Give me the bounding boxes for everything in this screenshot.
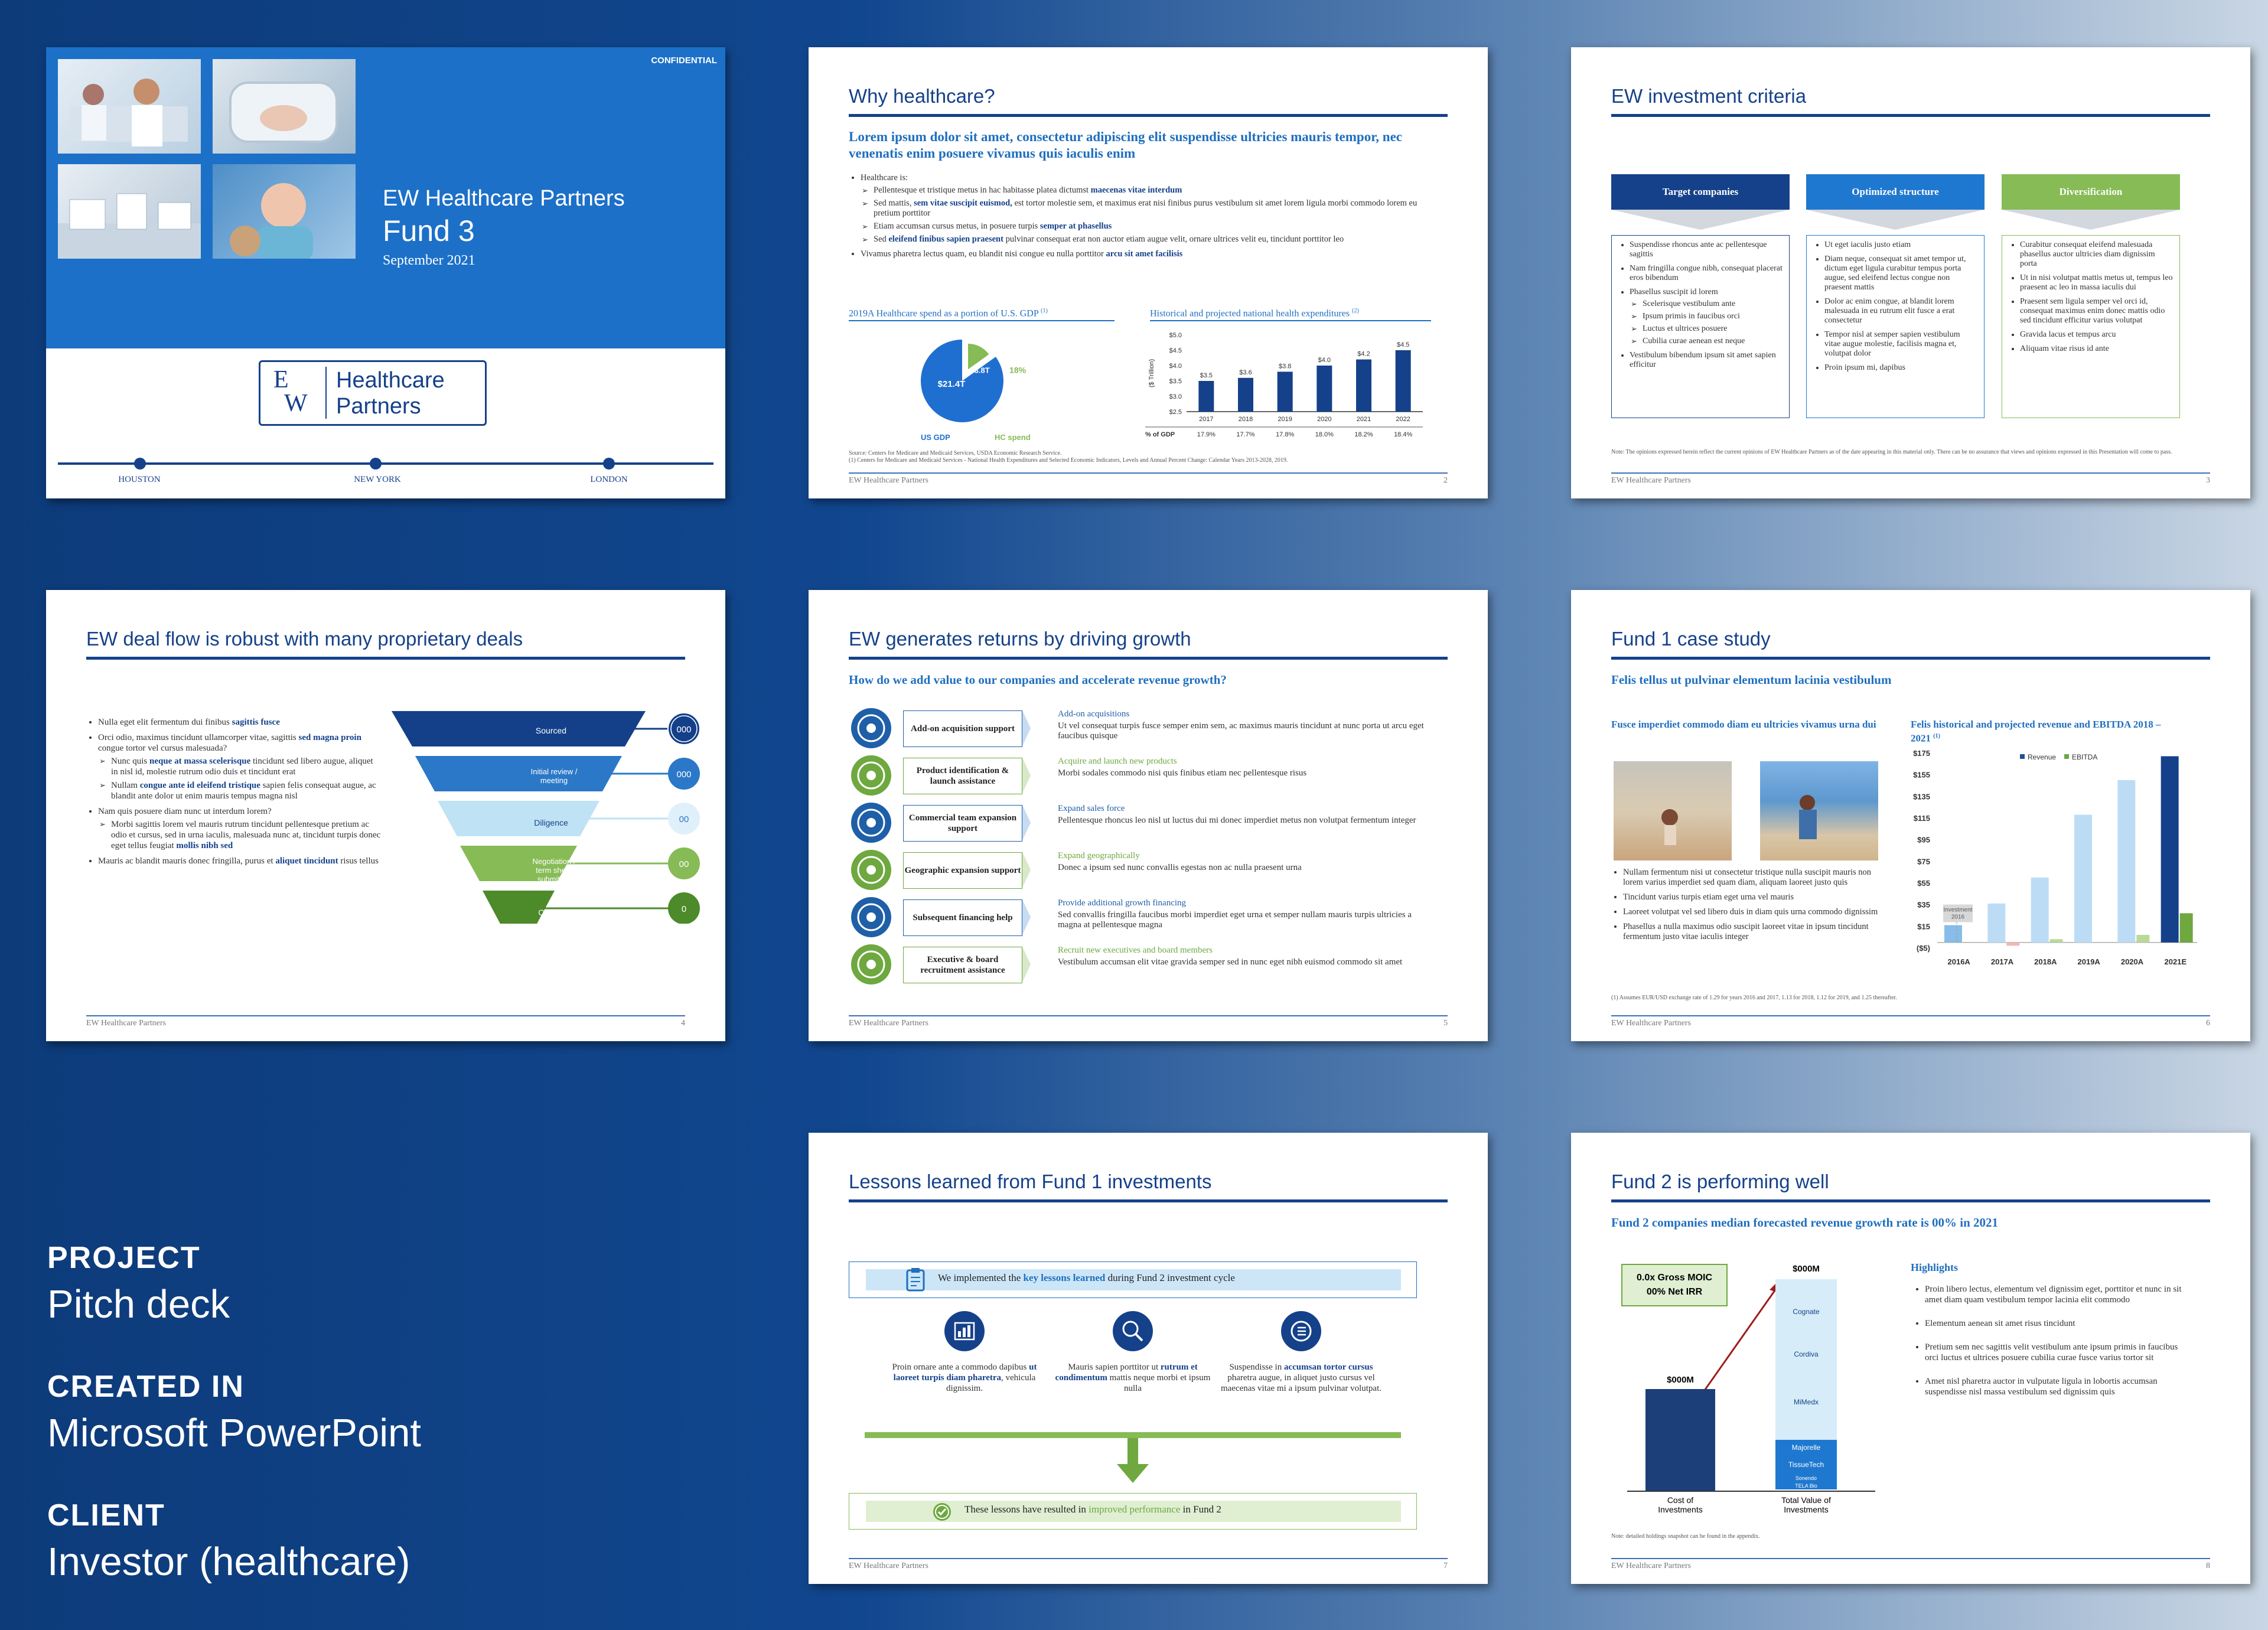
lesson-text: Proin ornare ante a commodo dapibus ut laoreet turpis diam pharetra, vehicula dignissim. — [892, 1362, 1037, 1393]
slide-title: Fund 1 case study — [1611, 628, 1771, 650]
x-tick-label: 2019 — [1278, 416, 1292, 423]
page-number: 8 — [2206, 1561, 2210, 1570]
nhe-bar-chart — [1145, 322, 1435, 446]
beach-photo-2 — [1760, 761, 1878, 860]
city-label: NEW YORK — [354, 475, 401, 484]
left-heading: Fusce imperdiet commodo diam eu ultricies vivamus urna dui — [1611, 719, 1876, 730]
footer-left: EW Healthcare Partners — [849, 1561, 929, 1570]
ebitda-bar — [2136, 935, 2149, 943]
deal-funnel — [386, 711, 705, 924]
y-tick-label: $55 — [1917, 879, 1930, 888]
lab-photo-2 — [213, 59, 356, 154]
funnel-label: Closed — [538, 908, 564, 917]
logo-mark-e: E — [273, 366, 289, 393]
highlights-title: Highlights — [1911, 1261, 1959, 1273]
funnel-value: 0 — [681, 904, 687, 914]
beach-photo-1 — [1614, 761, 1732, 860]
x-tick-label: 2016A — [1947, 957, 1970, 966]
slide-case-study[interactable] — [1571, 590, 2250, 1041]
case-bullets: • Nullam fermentum nisi ut consectetur tristique nulla suscipit mauris non lorem varius imperdiet sed quam diam, aliquam laoreet justo quis • Tincidunt varius turpis etiam eget urna vel mauris • Laoreet volutpat vel sed libero duis in diam quis urna commodo dignissim • Phasellus a nulla maximus odio suscipit laoreet vitae in ipsum tincidunt fermentum justo vitae iaculis integer — [1611, 868, 1889, 947]
chevron-right-icon — [1022, 803, 1040, 843]
pie-value-label: $21.4T — [937, 379, 966, 389]
stack-segment: Majorelle — [1775, 1440, 1837, 1456]
footer-left: EW Healthcare Partners — [849, 1019, 929, 1028]
funnel-stage — [483, 891, 555, 924]
legend-swatch — [2064, 754, 2069, 759]
slide-fund2[interactable] — [1571, 1133, 2250, 1584]
funnel-value: 00 — [679, 814, 689, 824]
growth-lever-text: Ut vel consequat turpis fusce semper enim sem, ac maximus mauris tincidunt at nunc porta ut arcu eget faucibus quisque — [1058, 721, 1424, 741]
chevron-right-icon — [1022, 850, 1040, 890]
slide-title: Fund 2 is performing well — [1611, 1171, 1829, 1192]
gdp-pct-label: 17.8% — [1276, 431, 1295, 438]
nhe-bar — [1356, 360, 1371, 412]
funnel-label: Initial review / meeting — [530, 767, 578, 785]
growth-lever-heading: Acquire and launch new products — [1058, 757, 1177, 766]
growth-lever-box: Executive & board recruitment assistance — [903, 947, 1022, 983]
y-tick-label: $155 — [1913, 770, 1930, 780]
sub-bullet: ➢ Morbi sagittis lorem vel mauris rutrum tincidunt pellentesque pretium ac odio et cursus, sed in urna iaculis, malesuada nunc at, tincidunt turpis donec eget tellus feugiat mollis nibh sed — [111, 819, 382, 851]
growth-lever-heading: Expand sales force — [1058, 804, 1125, 813]
legend-swatch — [2020, 754, 2025, 759]
slide-investment-criteria[interactable] — [1571, 47, 2250, 498]
criteria-header: Target companies — [1611, 174, 1790, 210]
page-number: 6 — [2206, 1019, 2210, 1028]
result-banner — [849, 1493, 1417, 1530]
note: Note: detailed holdings snapshot can be found in the appendix. — [1611, 1533, 1760, 1540]
funnel-stage — [415, 756, 622, 791]
bullet: • Nam quis posuere diam nunc ut interdum lorem? ➢ Morbi sagittis lorem vel mauris rutrum tincidunt pellentesque pretium ac odio et cursus, sed in urna iaculis, malesuada nunc at, tincidunt turpis donec eget tellus feugiat mollis nibh sed — [98, 806, 382, 851]
cost-bar — [1645, 1389, 1715, 1491]
project-value: Pitch deck — [47, 1282, 230, 1326]
ebitda-bar — [2006, 943, 2019, 946]
page-number: 3 — [2206, 476, 2210, 485]
x-tick-label: 2021E — [2164, 957, 2187, 966]
slide-subtitle: Felis tellus ut pulvinar elementum lacinia vestibulum — [1611, 673, 1892, 687]
footer-left: EW Healthcare Partners — [849, 476, 929, 485]
slide-title: Why healthcare? — [849, 85, 995, 107]
stack-segment: MiMedx — [1775, 1364, 1837, 1440]
funnel-label: Negotiation / term sheet submitted — [532, 857, 576, 884]
page-number: 4 — [681, 1019, 685, 1028]
money-icon — [851, 897, 891, 937]
growth-lever-box: Add-on acquisition support — [903, 710, 1022, 747]
y-tick-label: $4.5 — [1169, 347, 1182, 354]
clipboard-icon — [904, 1267, 927, 1293]
chevron-right-icon — [1022, 755, 1040, 796]
client-value: Investor (healthcare) — [47, 1540, 410, 1584]
slide-subtitle: How do we add value to our companies and accelerate revenue growth? — [849, 673, 1227, 687]
stack-segment: TELA Bio — [1775, 1482, 1837, 1490]
stack-segment: TissueTech — [1775, 1455, 1837, 1475]
page-number: 2 — [1443, 476, 1448, 485]
revenue-bar — [1987, 904, 2005, 943]
city-dot — [603, 458, 615, 470]
moic-box: 0.0x Gross MOIC 00% Net IRR — [1621, 1264, 1728, 1306]
bar-title: Historical and projected national health expenditures $^{(2)}$ — [1150, 308, 1431, 321]
funnel-value: 000 — [676, 770, 692, 780]
funnel-label: Diligence — [534, 818, 568, 827]
bar-value-label: $4.2 — [1357, 350, 1370, 358]
city-dot — [370, 458, 382, 470]
y-tick-label: $3.5 — [1169, 378, 1182, 385]
project-label: PROJECT — [47, 1241, 201, 1275]
growth-lever-text: Vestibulum accumsan elit vitae gravida semper sed in nunc eget nibh euismod commodo sit amet — [1058, 957, 1403, 967]
footer-left: EW Healthcare Partners — [86, 1019, 167, 1028]
revenue-bar — [2074, 815, 2092, 943]
lesson-text: Mauris sapien porttitor ut rutrum et condimentum mattis neque morbi et ipsum nulla — [1055, 1362, 1211, 1393]
revenue-bar — [2117, 780, 2135, 943]
pie-chart — [897, 325, 1051, 449]
ebitda-bar — [2050, 939, 2063, 943]
city-label: LONDON — [590, 475, 628, 484]
sub-bullet: ➢ Nullam congue ante id eleifend tristique sapien felis consequat augue, ac blandit ante dolor ut enim mauris tempus magna nisl — [111, 780, 382, 801]
growth-lever-heading: Expand geographically — [1058, 851, 1140, 860]
criteria-col-1: • Suspendisse rhoncus ante ac pellentesque sagittis • Nam fringilla congue nibh, consequat placerat eros bibendum • Phasellus suscipit id lorem ➢ Scelerisque vestibulum ante ➢ Ipsum primis in faucibus orci ➢ Luctus et ultrices posuere ➢ Cubilia curae aenean est neque • Vestibulum bibendum ipsum sit amet sapien efficitur — [1611, 235, 1790, 418]
funnel-value: 000 — [676, 725, 692, 735]
x-tick-label: 2020 — [1317, 416, 1332, 423]
pie-legend-label: US GDP — [921, 433, 950, 442]
growth-lever-heading: Provide additional growth financing — [1058, 898, 1187, 908]
nhe-bar — [1396, 350, 1411, 412]
growth-lever-box: Commercial team expansion support — [903, 805, 1022, 842]
chevron-right-icon — [1022, 944, 1040, 984]
y-tick-label: $115 — [1913, 814, 1930, 823]
confidential-label: CONFIDENTIAL — [651, 56, 717, 66]
slide-cover[interactable] — [46, 47, 725, 498]
y-tick-label: $175 — [1913, 749, 1930, 758]
slide-driving-growth[interactable] — [809, 590, 1488, 1041]
growth-lever-text: Morbi sodales commodo nisi quis finibus etiam nec pellentesque risus — [1058, 768, 1307, 778]
slide-title: EW generates returns by driving growth — [849, 628, 1191, 650]
lesson-text: Suspendisse in accumsan tortor cursus pharetra augue, in aliquet justo cursus vel maecenas vitae mi a ipsum pulvinar volutpat. — [1220, 1362, 1381, 1393]
nhe-bar — [1278, 371, 1293, 412]
y-tick-label: $2.5 — [1169, 409, 1182, 416]
chevron-right-icon — [1022, 708, 1040, 748]
gdp-row-label: % of GDP — [1145, 431, 1175, 438]
pie-legend-label: HC spend — [995, 433, 1031, 442]
lessons-banner — [849, 1261, 1417, 1298]
bar-value-label: $3.6 — [1239, 369, 1252, 376]
gdp-pct-label: 18.0% — [1315, 431, 1334, 438]
created-value: Microsoft PowerPoint — [47, 1411, 421, 1455]
x-tick-label: 2021 — [1356, 416, 1371, 423]
team-icon — [851, 803, 891, 843]
growth-lever-box: Product identification & launch assistance — [903, 758, 1022, 794]
ew-logo — [259, 360, 487, 426]
bar-value-label: $4.5 — [1396, 341, 1410, 348]
bullets — [849, 173, 1433, 264]
funnel-value: 00 — [679, 859, 689, 869]
cover-fund: Fund 3 — [383, 214, 475, 247]
page-number: 5 — [1443, 1019, 1448, 1028]
y-tick-label: $95 — [1917, 835, 1930, 845]
revenue-bar — [2161, 757, 2179, 943]
process-icon — [1281, 1311, 1321, 1351]
x-tick-label: 2022 — [1396, 416, 1410, 423]
highlights-list: • Proin libero lectus, elementum vel dignissim eget, porttitor et nunc in sit amet diam quam vestibulum tempor lacinia elit commodo • Elementum aenean sit amet risus tincidunt • Pretium sem nec sagittis velit vestibulum ante ipsum primis in faucibus orci luctus et ultrices posuere cubilia curae fusce varius tortor sit • Amet nisl pharetra auctor in vulputate ligula in lobortis accumsan suspendisse nisl massa vestibulum sed dignissim quis — [1911, 1284, 2188, 1402]
board-icon — [851, 944, 891, 984]
sub-bullet: ➢ Pellentesque et tristique metus in hac habitasse platea dictumst maecenas vitae interdum — [874, 185, 1433, 195]
down-arrow-icon — [1117, 1438, 1149, 1483]
source-note: Source: Centers for Medicare and Medicaid Services, USDA Economic Research Service. (1) Centers for Medicare and Medicaid Services - National Health Expenditures and Selected Economic Indicators, Levels and Annual Percent Change: Calendar Years 2013-2028, 2019. — [849, 450, 1288, 464]
stack-segment: Sonendo — [1775, 1474, 1837, 1483]
footnote: (1) Assumes EUR/USD exchange rate of 1.29 for years 2016 and 2017, 1.13 for 2018, 1.12 for 2019, and 1.25 thereafter. — [1611, 995, 1897, 1001]
slide-title: EW investment criteria — [1611, 85, 1807, 107]
growth-lever-text: Pellentesque rhoncus leo nisl ut luctus dui mi donec imperdiet metus non volutpat fermentum integer — [1058, 816, 1416, 825]
revenue-ebitda-chart — [1902, 749, 2209, 986]
investment-label: Investment 2016 — [1943, 907, 1973, 921]
bar-chart-icon — [944, 1311, 985, 1351]
city-label: HOUSTON — [118, 475, 161, 484]
bullet-heading: Healthcare is: — [861, 173, 908, 182]
bar-value-label: $3.8 — [1278, 363, 1292, 370]
sub-bullet: ➢ Sed mattis, sem vitae suscipit euismod, est tortor molestie sem, et maximus erat nisi finibus purus vestibulum sit amet lorem ligula morbi commodo lorem eu pretium porttitor — [874, 198, 1433, 219]
sub-bullet: ➢ Etiam accumsan cursus metus, in posuere turpis semper at phasellus — [874, 221, 1433, 232]
stack-segment: Cognate — [1775, 1279, 1837, 1345]
sub-bullet: ➢ Sed eleifend finibus sapien praesent pulvinar consequat erat non auctor etiam augue velit, ornare ultrices velit eu, tincidunt porttitor leo — [874, 234, 1433, 244]
bullet: • Vivamus pharetra lectus quam, eu blandit nisi congue eu nulla porttitor arcu sit amet facilisis — [861, 249, 1433, 259]
y-tick-label: $4.0 — [1169, 363, 1182, 370]
check-circle-icon — [932, 1502, 952, 1522]
y-tick-label: $35 — [1917, 900, 1930, 909]
gdp-pct-label: 18.4% — [1394, 431, 1413, 438]
bullet: • Nulla eget elit fermentum dui finibus sagittis fusce — [98, 717, 382, 728]
footer-left: EW Healthcare Partners — [1611, 1019, 1692, 1028]
products-icon — [851, 755, 891, 796]
logo-line1: Healthcare — [336, 368, 445, 393]
legend-label: EBITDA — [2072, 753, 2098, 761]
pie-title: 2019A Healthcare spend as a portion of U.S. GDP $^{(1)}$ — [849, 308, 1115, 321]
magnifier-icon — [1113, 1311, 1153, 1351]
result-text: These lessons have resulted in improved performance in Fund 2 — [964, 1504, 1221, 1515]
x-tick-label: 2018A — [2034, 957, 2057, 966]
x-tick-label: 2017A — [1990, 957, 2014, 966]
nhe-bar — [1198, 381, 1214, 412]
slide-title: EW deal flow is robust with many proprietary deals — [86, 628, 523, 650]
growth-lever-box: Subsequent financing help — [903, 899, 1022, 936]
slide-lessons[interactable] — [809, 1133, 1488, 1584]
city-dot — [134, 458, 146, 470]
ebitda-bar — [2180, 913, 2193, 943]
pie-value-label: $3.8T — [970, 366, 990, 375]
note: Note: The opinions expressed herein reflect the current opinions of EW Healthcare Partners as of the date appearing in this material only. There can be no assurance that views and opinions expressed in this Presentation will come to pass. — [1611, 449, 2172, 455]
handshake-icon — [851, 708, 891, 748]
legend-label: Revenue — [2028, 753, 2057, 761]
chevrons — [1611, 210, 2180, 233]
growth-lever-heading: Recruit new executives and board members — [1058, 946, 1213, 955]
criteria-col-3: • Curabitur consequat eleifend malesuada phasellus auctor ultricies diam dignissim porta • Ut in nisi volutpat mattis metus ut, tempus leo praesent ac leo in massa iaculis dui • Praesent sem ligula semper vel orci id, consequat maximus enim donec mattis odio sed tincidunt efficitur varius volutpat • Gravida lacus et tempus arcu • Aliquam vitae risus id ante — [2002, 235, 2180, 418]
pie-pct-label: 18% — [1009, 365, 1027, 375]
gdp-pct-label: 17.7% — [1236, 431, 1255, 438]
cover-date: September 2021 — [383, 253, 475, 268]
cover-title: EW Healthcare Partners — [383, 186, 625, 211]
revenue-bar — [2031, 878, 2049, 943]
growth-lever-heading: Add-on acquisitions — [1058, 709, 1130, 719]
criteria-header: Diversification — [2002, 174, 2180, 210]
slide-title: Lessons learned from Fund 1 investments — [849, 1171, 1212, 1192]
created-label: CREATED IN — [47, 1370, 245, 1404]
footer-left: EW Healthcare Partners — [1611, 1561, 1692, 1570]
bullet: • Orci odio, maximus tincidunt ullamcorper vitae, sagittis sed magna proin congue tortor vel cursus malesuada? ➢ Nunc quis neque at massa scelerisque tincidunt sed libero augue, aliquet in nisl id, molestie rutrum odio duis et tincidunt erat ➢ Nullam congue ante id eleifend tristique sapien felis consequat augue, ac blandit ante dolor ut enim mauris tempus magna nisl — [98, 732, 382, 801]
chevron-right-icon — [1022, 897, 1040, 937]
y-tick-label: $135 — [1913, 792, 1930, 801]
slide-subtitle: Fund 2 companies median forecasted revenue growth rate is 00% in 2021 — [1611, 1215, 1999, 1230]
x-tick-label: 2017 — [1199, 416, 1214, 423]
right-heading: Felis historical and projected revenue and EBITDA 2018 – 2021 $^{(1)}$ — [1911, 719, 2161, 744]
bullet: • Mauris ac blandit mauris donec fringilla, purus et aliquet tincidunt risus tellus — [98, 856, 382, 866]
x-tick-label: 2019A — [2077, 957, 2100, 966]
growth-lever-box: Geographic expansion support — [903, 852, 1022, 889]
total-label: Total Value of Investments — [1781, 1495, 1831, 1514]
globe-icon — [851, 850, 891, 890]
client-label: CLIENT — [47, 1498, 165, 1533]
nhe-bar — [1317, 366, 1332, 412]
y-axis-label: ($ Trillion) — [1148, 358, 1155, 388]
funnel-label: Sourced — [535, 726, 567, 735]
page-number: 7 — [1443, 1561, 1448, 1570]
logo-mark-w: W — [284, 390, 308, 417]
x-tick-label: 2020A — [2120, 957, 2144, 966]
slide-why-healthcare[interactable] — [809, 47, 1488, 498]
gdp-pct-label: 17.9% — [1197, 431, 1216, 438]
growth-lever-text: Donec a ipsum sed nunc convallis egestas non ac nulla praesent urna — [1058, 863, 1302, 872]
nhe-bar — [1238, 378, 1253, 412]
sub-bullet: ➢ Nunc quis neque at massa scelerisque tincidunt sed libero augue, aliquet in nisl id, molestie rutrum odio duis et tincidunt erat — [111, 756, 382, 777]
total-value: $000M — [1793, 1264, 1820, 1274]
y-tick-label: $3.0 — [1169, 393, 1182, 400]
logo-line2: Partners — [336, 394, 421, 419]
stack-segment: Cordiva — [1775, 1344, 1837, 1365]
footer-left: EW Healthcare Partners — [1611, 476, 1692, 485]
bar-value-label: $4.0 — [1318, 357, 1331, 364]
lab-photo-3 — [58, 164, 201, 259]
timeline — [58, 462, 713, 465]
criteria-col-2: • Ut eget iaculis justo etiam • Diam neque, consequat sit amet tempor ut, dictum eget ligula curabitur tempus porta augue, sed eleifend lectus congue non praesent mattis • Dolor ac enim congue, at blandit lorem malesuada in eu rutrum elit fusce a erat consectetur • Tempor nisl at semper sapien vestibulum vitae augue molestie, facilisis magna et, volutpat dolor • Proin ipsum mi, dapibus — [1806, 235, 1984, 418]
y-tick-label: $75 — [1917, 857, 1930, 866]
cost-value: $000M — [1667, 1375, 1694, 1385]
criteria-header: Optimized structure — [1806, 174, 1984, 210]
lab-photo-1 — [58, 59, 201, 154]
bar-value-label: $3.5 — [1200, 372, 1213, 379]
y-tick-label: ($5) — [1916, 944, 1930, 953]
deal-bullets — [86, 717, 382, 871]
growth-lever-text: Sed convallis fringilla faucibus morbi imperdiet eget urna et semper nullam mauris turpis ultricies a magna at pellentesque magna — [1058, 910, 1412, 930]
slide-deal-flow[interactable] — [46, 590, 725, 1041]
cost-label: Cost of Investments — [1658, 1495, 1703, 1514]
green-divider — [865, 1432, 1401, 1438]
patient-photo — [213, 164, 356, 259]
gdp-pct-label: 18.2% — [1354, 431, 1373, 438]
x-tick-label: 2018 — [1238, 416, 1253, 423]
banner-text: We implemented the key lessons learned during Fund 2 investment cycle — [938, 1272, 1235, 1283]
revenue-bar — [1944, 925, 1962, 943]
y-tick-label: $5.0 — [1169, 332, 1182, 339]
slide-subtitle: Lorem ipsum dolor sit amet, consectetur adipiscing elit suspendisse ultricies mauris tempor, nec venenatis enim posuere vivamus quis iaculis enim — [849, 129, 1403, 161]
y-tick-label: $15 — [1917, 922, 1930, 931]
